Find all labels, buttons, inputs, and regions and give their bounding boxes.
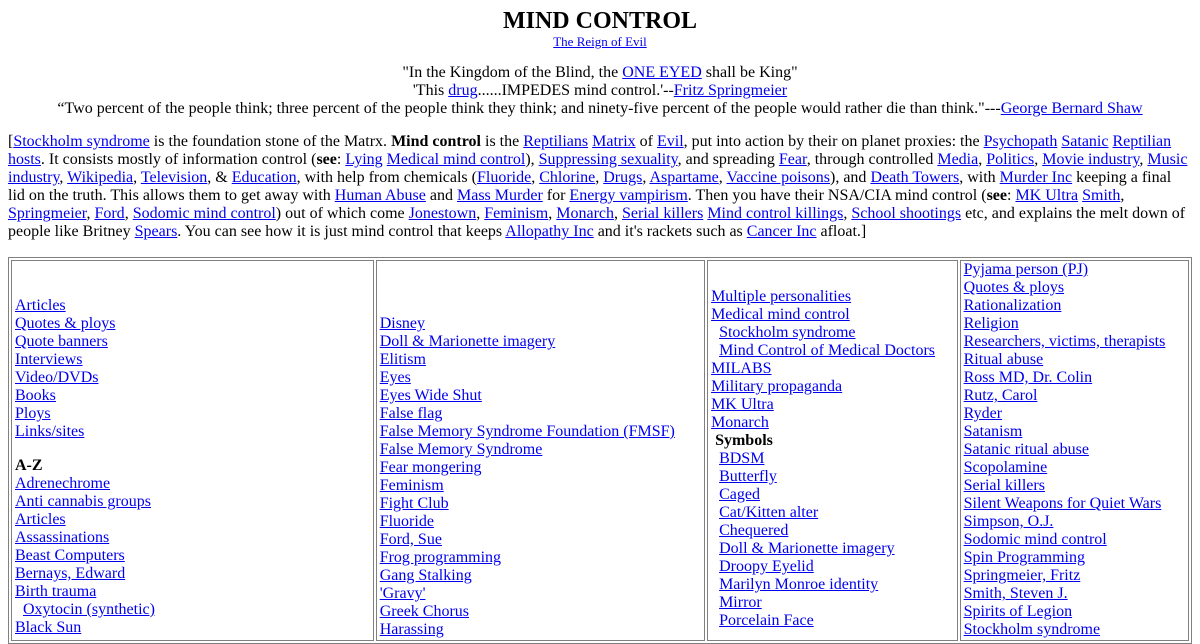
intro-link[interactable]: Suppressing sexuality — [538, 151, 678, 168]
intro-bold-text: Mind control — [391, 133, 481, 150]
page — [0, 8, 1200, 644]
topic-list-item — [380, 369, 701, 387]
symbols-heading: Symbols — [715, 432, 773, 449]
topic-link[interactable]: Fear mongering — [379, 459, 482, 476]
topic-list-item — [15, 619, 370, 637]
topic-list-item — [964, 567, 1185, 585]
topic-link[interactable]: False Memory Syndrome — [379, 441, 543, 458]
intro-text: , — [642, 169, 650, 186]
topic-link[interactable]: Pyjama person (PJ) — [963, 261, 1089, 278]
topic-list-item — [15, 583, 370, 601]
topic-list-item — [964, 603, 1185, 621]
intro-text: . You can see how it is just mind control that keeps — [177, 223, 506, 240]
intro-link[interactable]: MK Ultra — [1015, 187, 1079, 204]
intro-text: and it's rackets such as — [593, 223, 747, 240]
topic-list-item — [380, 549, 701, 567]
subtopic-link[interactable]: Porcelain Face — [719, 612, 814, 629]
topic-link[interactable]: Serial killers — [963, 477, 1045, 494]
intro-link[interactable]: Education — [231, 169, 297, 186]
topic-link[interactable]: Interviews — [15, 351, 83, 368]
topic-link[interactable]: Harassing — [379, 621, 444, 638]
topics-row — [11, 260, 1189, 641]
topic-list-item — [380, 423, 701, 441]
intro-link[interactable]: Wikipedia — [67, 169, 134, 186]
intro-text: , & — [207, 169, 232, 186]
topic-list-item — [15, 493, 370, 511]
topic-link[interactable]: Articles — [15, 511, 66, 528]
topic-list-item — [15, 601, 370, 619]
quote-author-link[interactable]: Fritz Springmeier — [673, 82, 788, 99]
topic-list-item — [964, 513, 1185, 531]
quote-text: “Two percent of the people think; three percent of the people think they think; and ninety-five percent of the people would rather die than think."--- — [57, 100, 1001, 117]
topic-link[interactable]: Assassinations — [15, 529, 110, 546]
intro-link[interactable]: Reptilian hosts — [8, 133, 1172, 168]
intro-text: [ — [8, 133, 14, 150]
intro-link[interactable]: Drugs — [603, 169, 643, 186]
intro-text: , — [59, 169, 68, 186]
intro-text: , — [978, 151, 987, 168]
topic-list-item — [380, 315, 701, 333]
topic-list-item — [964, 459, 1185, 477]
topic-link[interactable]: Multiple personalities — [711, 288, 852, 305]
topic-link[interactable]: Satanic ritual abuse — [963, 441, 1089, 458]
topic-list-item — [380, 459, 701, 477]
intro-link[interactable]: Music industry — [8, 151, 1188, 186]
topic-link[interactable]: Bernays, Edward — [15, 565, 126, 582]
topic-link[interactable]: Video/DVDs — [15, 369, 99, 386]
topic-list-item — [711, 486, 954, 504]
intro-text: , — [843, 205, 852, 222]
topic-list-item — [380, 333, 701, 351]
intro-text: is the foundation stone of the Matrx. — [149, 133, 392, 150]
topic-link[interactable]: Greek Chorus — [379, 603, 470, 620]
topic-link[interactable]: Books — [15, 387, 56, 404]
topic-list-item — [711, 576, 954, 594]
intro-text: , — [1139, 151, 1148, 168]
intro-bold-text: see — [316, 151, 337, 168]
topic-list-item — [711, 612, 954, 630]
topic-list-item — [964, 351, 1185, 369]
intro-text: , put into action by their on planet proxies: the — [683, 133, 984, 150]
intro-text: for — [542, 187, 570, 204]
intro-text: of — [635, 133, 657, 150]
subtitle — [8, 34, 1192, 50]
topic-list-item — [964, 333, 1185, 351]
topic-list-item — [964, 495, 1185, 513]
topic-list-item — [711, 468, 954, 486]
topic-list-item — [15, 511, 370, 529]
intro-text: , — [476, 205, 485, 222]
intro-text: ) out of which come — [275, 205, 409, 222]
subtopic-link[interactable]: Marilyn Monroe identity — [719, 576, 879, 593]
topic-list-item — [380, 621, 701, 639]
topic-link[interactable]: Eyes Wide Shut — [379, 387, 482, 404]
intro-text: . It consists mostly of information control ( — [40, 151, 317, 168]
topic-list-item — [711, 306, 954, 324]
topic-link[interactable]: Spirits of Legion — [963, 603, 1073, 620]
intro-link[interactable]: Television — [140, 169, 208, 186]
topic-link[interactable]: Fluoride — [379, 513, 434, 530]
topic-list-item — [711, 360, 954, 378]
quote-text: "In the Kingdom of the Blind, the — [402, 64, 623, 81]
topic-list-item — [15, 351, 370, 369]
subtopic-link[interactable]: Caged — [719, 486, 760, 503]
topic-list-item — [964, 477, 1185, 495]
topic-list-item — [964, 261, 1185, 279]
topic-list-item — [711, 594, 954, 612]
intro-text: , — [595, 169, 604, 186]
intro-link[interactable]: Cancer Inc — [746, 223, 817, 240]
topic-list-item — [964, 315, 1185, 333]
topic-link[interactable]: Quote banners — [15, 333, 108, 350]
intro-link[interactable]: Mind control killings — [707, 205, 844, 222]
intro-text: , with help from chemicals ( — [296, 169, 477, 186]
topic-list-item — [964, 441, 1185, 459]
topic-link[interactable]: Rationalization — [963, 297, 1062, 314]
topic-list-item — [964, 279, 1185, 297]
intro-link[interactable]: Springmeier — [8, 205, 87, 222]
topic-link[interactable]: Simpson, O.J. — [963, 513, 1054, 530]
topic-list-item — [15, 333, 370, 351]
intro-text: , — [548, 205, 557, 222]
topic-list-item — [711, 288, 954, 306]
quote-text: ......IMPEDES mind control.'-- — [477, 82, 674, 99]
intro-link[interactable]: Stockholm syndrome — [13, 133, 150, 150]
intro-link[interactable]: Movie industry — [1042, 151, 1140, 168]
topic-link[interactable]: Quotes & ploys — [15, 315, 116, 332]
subtopic-link[interactable]: Cat/Kitten alter — [719, 504, 819, 521]
subtopic-link[interactable]: Mirror — [719, 594, 762, 611]
topic-link[interactable]: False Memory Syndrome Foundation (FMSF) — [379, 423, 675, 440]
topic-list-item — [711, 378, 954, 396]
intro-link[interactable]: Psychopath — [983, 133, 1058, 150]
topic-list-item — [964, 585, 1185, 603]
intro-text: : — [336, 151, 346, 168]
topic-list-item — [380, 513, 701, 531]
quotes-block — [8, 64, 1192, 118]
topic-list-item — [380, 567, 701, 585]
topic-link[interactable]: Military propaganda — [711, 378, 843, 395]
topic-link[interactable]: Ploys — [15, 405, 51, 422]
topic-link[interactable]: Disney — [379, 315, 426, 332]
quote-text: shall be King" — [701, 64, 798, 81]
intro-link[interactable]: Fluoride — [476, 169, 532, 186]
subtitle-link[interactable]: The Reign of Evil — [553, 34, 647, 49]
topics-column-3 — [707, 260, 958, 641]
intro-text: , — [86, 205, 95, 222]
topic-list-item — [964, 405, 1185, 423]
intro-link[interactable]: School shootings — [851, 205, 962, 222]
intro-link[interactable]: Human Abuse — [334, 187, 426, 204]
topic-list-item — [964, 423, 1185, 441]
intro-text: is the — [481, 133, 524, 150]
section-heading: A-Z — [15, 457, 43, 474]
intro-text: ), — [525, 151, 539, 168]
topic-link[interactable]: Frog programming — [379, 549, 502, 566]
topic-list-item — [15, 405, 370, 423]
intro-link[interactable]: Energy vampirism — [569, 187, 688, 204]
topic-link[interactable]: False flag — [379, 405, 443, 422]
intro-link[interactable]: Spears — [134, 223, 178, 240]
intro-link[interactable]: Sodomic mind control — [132, 205, 276, 222]
intro-text: , — [124, 205, 133, 222]
intro-link[interactable]: Vaccine poisons — [726, 169, 830, 186]
topics-column-2 — [376, 260, 705, 641]
topic-link[interactable]: Birth trauma — [15, 583, 97, 600]
subtopic-link[interactable]: Stockholm syndrome — [719, 324, 856, 341]
intro-link[interactable]: Mass Murder — [457, 187, 543, 204]
intro-link[interactable]: Allopathy Inc — [505, 223, 594, 240]
topic-link[interactable]: Sodomic mind control — [963, 531, 1107, 548]
topic-list-item — [380, 387, 701, 405]
subtopic-link[interactable]: Butterfly — [719, 468, 777, 485]
topic-link[interactable]: Springmeier, Fritz — [963, 567, 1081, 584]
topic-link[interactable]: Ritual abuse — [963, 351, 1044, 368]
intro-text: , — [133, 169, 141, 186]
topic-list-item — [711, 504, 954, 522]
intro-link[interactable]: Serial killers — [622, 205, 704, 222]
intro-text: , — [614, 205, 622, 222]
intro-text: , with — [959, 169, 1000, 186]
topic-list-item — [15, 423, 370, 441]
intro-link[interactable]: Aspartame — [649, 169, 719, 186]
intro-text: keeping a final lid on the truth. This allows them to get away with — [8, 169, 1172, 204]
intro-link[interactable]: Monarch — [556, 205, 614, 222]
topic-link[interactable]: Ryder — [963, 405, 1003, 422]
intro-link[interactable]: Fear — [778, 151, 807, 168]
topic-link[interactable]: Spin Programming — [963, 549, 1085, 566]
topic-link[interactable]: Monarch — [711, 414, 769, 431]
subtopic-link[interactable]: Droopy Eyelid — [719, 558, 814, 575]
topic-link[interactable]: Links/sites — [15, 423, 85, 440]
topic-link[interactable]: Researchers, victims, therapists — [963, 333, 1166, 350]
topic-link[interactable]: 'Gravy' — [379, 585, 426, 602]
topic-list-item — [15, 297, 370, 315]
intro-link[interactable]: Murder Inc — [999, 169, 1073, 186]
topic-list-item — [380, 477, 701, 495]
topic-link[interactable]: Silent Weapons for Quiet Wars — [963, 495, 1162, 512]
topic-list-item — [964, 369, 1185, 387]
topic-list-item — [711, 396, 954, 414]
topic-list-item — [15, 387, 370, 405]
topic-list-item — [964, 621, 1185, 639]
intro-text: , — [718, 169, 727, 186]
subtopic-link[interactable]: Mind Control of Medical Doctors — [719, 342, 936, 359]
topic-list-item — [711, 540, 954, 558]
subtopic-link[interactable]: Doll & Marionette imagery — [719, 540, 895, 557]
intro-text: and — [425, 187, 457, 204]
page-title: MIND CONTROL — [502, 8, 697, 34]
topic-link[interactable]: MK Ultra — [711, 396, 774, 413]
topic-link[interactable]: Elitism — [379, 351, 426, 368]
topic-link[interactable]: Doll & Marionette imagery — [379, 333, 556, 350]
topic-link[interactable]: Ross MD, Dr. Colin — [963, 369, 1093, 386]
topic-list-item — [380, 351, 701, 369]
topic-link[interactable]: Quotes & ploys — [963, 279, 1065, 296]
topic-link[interactable]: Religion — [963, 315, 1019, 332]
quote-author-link[interactable]: George Bernard Shaw — [1000, 100, 1143, 117]
topic-list-item — [711, 342, 954, 360]
topic-link[interactable]: Fight Club — [379, 495, 449, 512]
topic-list-item — [15, 565, 370, 583]
topic-list-item — [711, 558, 954, 576]
topics-column-4 — [960, 260, 1189, 641]
intro-link[interactable]: Feminism — [484, 205, 549, 222]
topic-link[interactable]: MILABS — [711, 360, 772, 377]
topic-link[interactable]: Medical mind control — [711, 306, 850, 323]
topic-list-item — [15, 547, 370, 565]
intro-link[interactable]: Lying — [345, 151, 383, 168]
intro-text: , through controlled — [806, 151, 938, 168]
topic-list-item — [380, 405, 701, 423]
intro-paragraph — [8, 133, 1192, 241]
topic-link[interactable]: Smith, Steven J. — [963, 585, 1068, 602]
topic-list-item — [711, 324, 954, 342]
quote-shaw — [8, 100, 1192, 118]
intro-text: etc, and explains the melt down of people like Britney — [8, 205, 1186, 240]
topic-list-item — [15, 369, 370, 387]
quote-link[interactable]: drug — [448, 82, 478, 99]
topic-list-item — [711, 522, 954, 540]
topic-list-item — [964, 387, 1185, 405]
topic-link[interactable]: Satanism — [963, 423, 1023, 440]
topic-list-item — [380, 585, 701, 603]
topic-link[interactable]: Feminism — [379, 477, 444, 494]
intro-text: , — [1034, 151, 1043, 168]
topic-list-item — [380, 531, 701, 549]
topic-list-item — [15, 315, 370, 333]
intro-text: . Then you have their NSA/CIA mind control ( — [687, 187, 987, 204]
intro-link[interactable]: Jonestown — [408, 205, 477, 222]
quote-one-eyed — [8, 64, 1192, 82]
topic-link[interactable]: Black Sun — [15, 619, 82, 636]
intro-text: ), and — [830, 169, 871, 186]
topic-list-item — [380, 603, 701, 621]
subtopic-link[interactable]: Oxytocin (synthetic) — [23, 601, 155, 618]
intro-link[interactable]: Medical mind control — [386, 151, 526, 168]
topic-link[interactable]: Gang Stalking — [379, 567, 472, 584]
topic-list-item — [711, 414, 954, 432]
subtopic-link[interactable]: Chequered — [719, 522, 789, 539]
subtopic-link[interactable]: BDSM — [719, 450, 765, 467]
intro-link[interactable]: Satanic — [1061, 133, 1109, 150]
topics-column-1 — [11, 260, 374, 641]
quote-link[interactable]: ONE EYED — [622, 64, 702, 81]
intro-text: afloat.] — [816, 223, 867, 240]
topic-link[interactable]: Rutz, Carol — [963, 387, 1038, 404]
quote-drug — [8, 82, 1192, 100]
intro-link[interactable]: Media — [937, 151, 979, 168]
intro-text: , — [1120, 187, 1125, 204]
topic-link[interactable]: Ford, Sue — [379, 531, 442, 548]
topic-list-item — [964, 297, 1185, 315]
quote-text: 'This — [412, 82, 449, 99]
intro-link[interactable]: Matrix — [592, 133, 636, 150]
intro-link[interactable]: Death Towers — [870, 169, 960, 186]
intro-text: : — [1007, 187, 1016, 204]
topic-list-item — [15, 475, 370, 493]
topic-list-item — [711, 450, 954, 468]
topic-list-item — [380, 495, 701, 513]
intro-link[interactable]: Smith — [1082, 187, 1121, 204]
intro-bold-text: see — [986, 187, 1007, 204]
topic-list-item — [964, 549, 1185, 567]
intro-link[interactable]: Ford — [94, 205, 125, 222]
intro-link[interactable]: Reptilians — [523, 133, 589, 150]
topic-link[interactable]: Articles — [15, 297, 66, 314]
intro-link[interactable]: Evil — [656, 133, 684, 150]
intro-link[interactable]: Politics — [986, 151, 1035, 168]
topic-link[interactable]: Stockholm syndrome — [963, 621, 1101, 638]
topic-list-item — [964, 531, 1185, 549]
topic-link[interactable]: Beast Computers — [15, 547, 125, 564]
intro-link[interactable]: Chlorine — [539, 169, 596, 186]
topic-list-item — [380, 441, 701, 459]
topic-link[interactable]: Scopolamine — [963, 459, 1048, 476]
topic-link[interactable]: Anti cannabis groups — [15, 493, 151, 510]
topic-link[interactable]: Adrenechrome — [15, 475, 111, 492]
topics-table — [8, 257, 1192, 644]
intro-text: , and spreading — [677, 151, 779, 168]
topic-list-item — [15, 529, 370, 547]
intro-text: , — [531, 169, 540, 186]
topic-link[interactable]: Eyes — [379, 369, 411, 386]
